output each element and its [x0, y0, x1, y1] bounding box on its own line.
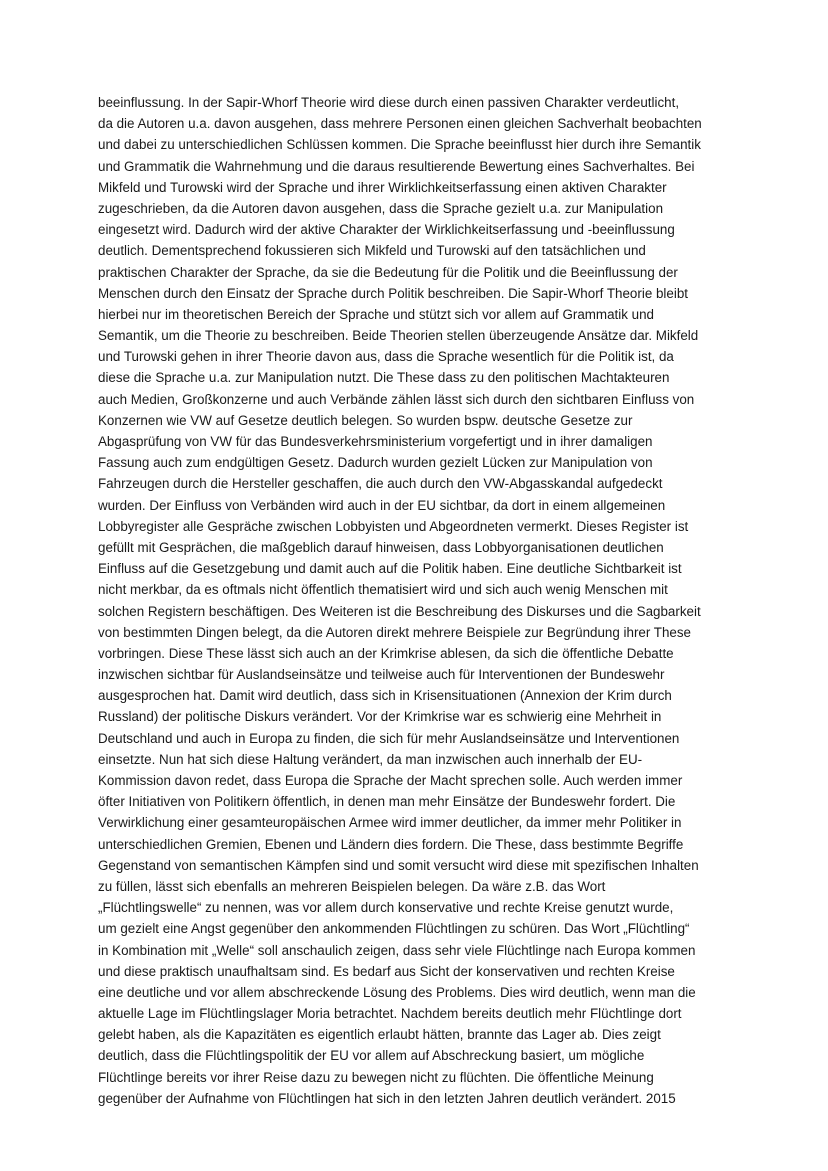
text-line: von bestimmten Dingen belegt, da die Autoren direkt mehrere Beispiele zur Begründung ihrer These: [98, 624, 692, 640]
text-line: zu füllen, lässt sich ebenfalls an mehreren Beispielen belegen. Da wäre z.B. das Wort: [98, 878, 606, 894]
text-line: öfter Initiativen von Politikern öffentlich, in denen man mehr Einsätze der Bundeswehr fordert. Die: [98, 794, 676, 810]
text-line: inzwischen sichtbar für Auslandseinsätze und teilweise auch für Interventionen der Bundeswehr: [98, 667, 665, 683]
text-line: gegenüber der Aufnahme von Flüchtlingen hat sich in den letzten Jahren deutlich verändert. 2015: [98, 1090, 676, 1106]
body-text: [98, 92, 738, 1109]
text-line: Gegenstand von semantischen Kämpfen sind und somit versucht wird diese mit spezifischen Inhalten: [98, 857, 699, 873]
text-line: Menschen durch den Einsatz der Sprache durch Politik beschreiben. Die Sapir-Whorf Theorie bleibt: [98, 285, 688, 301]
text-line: Deutschland und auch in Europa zu finden, die sich für mehr Auslandseinsätze und Interventionen: [98, 730, 680, 746]
text-line: um gezielt eine Angst gegenüber den ankommenden Flüchtlingen zu schüren. Das Wort „Flüchtling“: [98, 921, 690, 937]
text-line: Fahrzeugen durch die Hersteller geschaffen, die auch durch den VW-Abgasskandal aufgedeckt: [98, 476, 663, 492]
text-line: deutlich. Dementsprechend fokussieren sich Mikfeld und Turowski auf den tatsächlichen und: [98, 243, 646, 259]
text-line: und Grammatik die Wahrnehmung und die daraus resultierende Bewertung eines Sachverhaltes. Bei: [98, 158, 695, 174]
text-line: und Turowski gehen in ihrer Theorie davon aus, dass die Sprache wesentlich für die Politik ist, da: [98, 349, 674, 365]
text-line: solchen Registern beschäftigen. Des Weiteren ist die Beschreibung des Diskurses und die Sagbarkeit: [98, 603, 701, 619]
text-line: zugeschrieben, da die Autoren davon ausgehen, dass die Sprache gezielt u.a. zur Manipulation: [98, 200, 664, 216]
text-line: beeinflussung. In der Sapir-Whorf Theorie wird diese durch einen passiven Charakter verdeutlicht,: [98, 95, 680, 110]
text-line: Lobbyregister alle Gespräche zwischen Lobbyisten und Abgeordneten vermerkt. Dieses Register ist: [98, 518, 689, 534]
text-line: „Flüchtlingswelle“ zu nennen, was vor allem durch konservative und rechte Kreise genutzt wurde,: [98, 900, 674, 916]
text-line: da die Autoren u.a. davon ausgehen, dass mehrere Personen einen gleichen Sachverhalt beobachten: [98, 116, 702, 132]
text-line: deutlich, dass die Flüchtlingspolitik der EU vor allem auf Abschreckung basiert, um mögliche: [98, 1048, 645, 1064]
text-line: Russland) der politische Diskurs verändert. Vor der Krimkrise war es schwierig eine Mehrheit in: [98, 709, 662, 725]
text-line: Fassung auch zum endgültigen Gesetz. Dadurch wurden gezielt Lücken zur Manipulation von: [98, 455, 653, 471]
text-line: nicht merkbar, da es oftmals nicht öffentlich thematisiert wird und sich auch wenig Menschen mit: [98, 582, 668, 598]
text-line: Einfluss auf die Gesetzgebung und damit auch auf die Politik haben. Eine deutliche Sichtbarkeit ist: [98, 561, 682, 577]
text-line: und diese praktisch unaufhaltsam sind. Es bedarf aus Sicht der konservativen und rechten Kreise: [98, 963, 675, 979]
text-line: gefüllt mit Gesprächen, die maßgeblich darauf hinweisen, dass Lobbyorganisationen deutlichen: [98, 539, 664, 555]
text-line: eingesetzt wird. Dadurch wird der aktive Charakter der Wirklichkeitserfassung und -beeinflussung: [98, 222, 675, 238]
text-line: einsetzte. Nun hat sich diese Haltung verändert, da man inzwischen auch innerhalb der EU-: [98, 751, 643, 767]
text-line: Kommission davon redet, dass Europa die Sprache der Macht sprechen solle. Auch werden immer: [98, 773, 683, 788]
text-line: wurden. Der Einfluss von Verbänden wird auch in der EU sichtbar, da dort in einem allgemeinen: [98, 497, 666, 513]
text-line: Verwirklichung einer gesamteuropäischen Armee wird immer deutlicher, da immer mehr Politiker in: [98, 815, 682, 831]
text-line: Konzernen wie VW auf Gesetze deutlich belegen. So wurden bspw. deutsche Gesetze zur: [98, 412, 633, 428]
text-line: Semantik, um die Theorie zu beschreiben. Beide Theorien stellen überzeugende Ansätze dar. Mikfeld: [98, 328, 699, 344]
text-line: ausgesprochen hat. Damit wird deutlich, dass sich in Krisensituationen (Annexion der Krim durch: [98, 688, 672, 704]
text-line: auch Medien, Großkonzerne und auch Verbände zählen lässt sich durch den sichtbaren Einfluss von: [98, 391, 695, 407]
text-line: Mikfeld und Turowski wird der Sprache und ihrer Wirklichkeitserfassung einen aktiven Charakter: [98, 179, 667, 195]
text-line: unterschiedlichen Gremien, Ebenen und Ländern dies fordern. Die These, dass bestimmte Begriffe: [98, 836, 684, 852]
text-line: hierbei nur im theoretischen Bereich der Sprache und stützt sich vor allem auf Grammatik und: [98, 306, 654, 322]
text-line: in Kombination mit „Welle“ soll anschaulich zeigen, dass sehr viele Flüchtlinge nach Europa kommen: [98, 942, 696, 958]
text-line: eine deutliche und vor allem abschreckende Lösung des Problems. Dies wird deutlich, wenn man die: [98, 984, 696, 1000]
text-line: gelebt haben, als die Kapazitäten es eigentlich erlaubt hätten, brannte das Lager ab. Dies zeigt: [98, 1027, 661, 1043]
text-line: und dabei zu unterschiedlichen Schlüssen kommen. Die Sprache beeinflusst hier durch ihre Semantik: [98, 137, 701, 153]
text-line: praktischen Charakter der Sprache, da sie die Bedeutung für die Politik und die Beeinflussung der: [98, 264, 678, 280]
text-line: vorbringen. Diese These lässt sich auch an der Krimkrise ablesen, da sich die öffentliche Debatte: [98, 645, 674, 661]
text-line: diese die Sprache u.a. zur Manipulation nutzt. Die These dass zu den politischen Machtakteuren: [98, 370, 670, 386]
text-line: aktuelle Lage im Flüchtlingslager Moria betrachtet. Nachdem bereits deutlich mehr Flüchtlinge dort: [98, 1006, 682, 1022]
text-line: Abgasprüfung von VW für das Bundesverkehrsministerium vorgefertigt und in ihrer damaligen: [98, 434, 653, 449]
text-line: Flüchtlinge bereits vor ihrer Reise dazu zu bewegen nicht zu flüchten. Die öffentliche Meinung: [98, 1069, 654, 1085]
